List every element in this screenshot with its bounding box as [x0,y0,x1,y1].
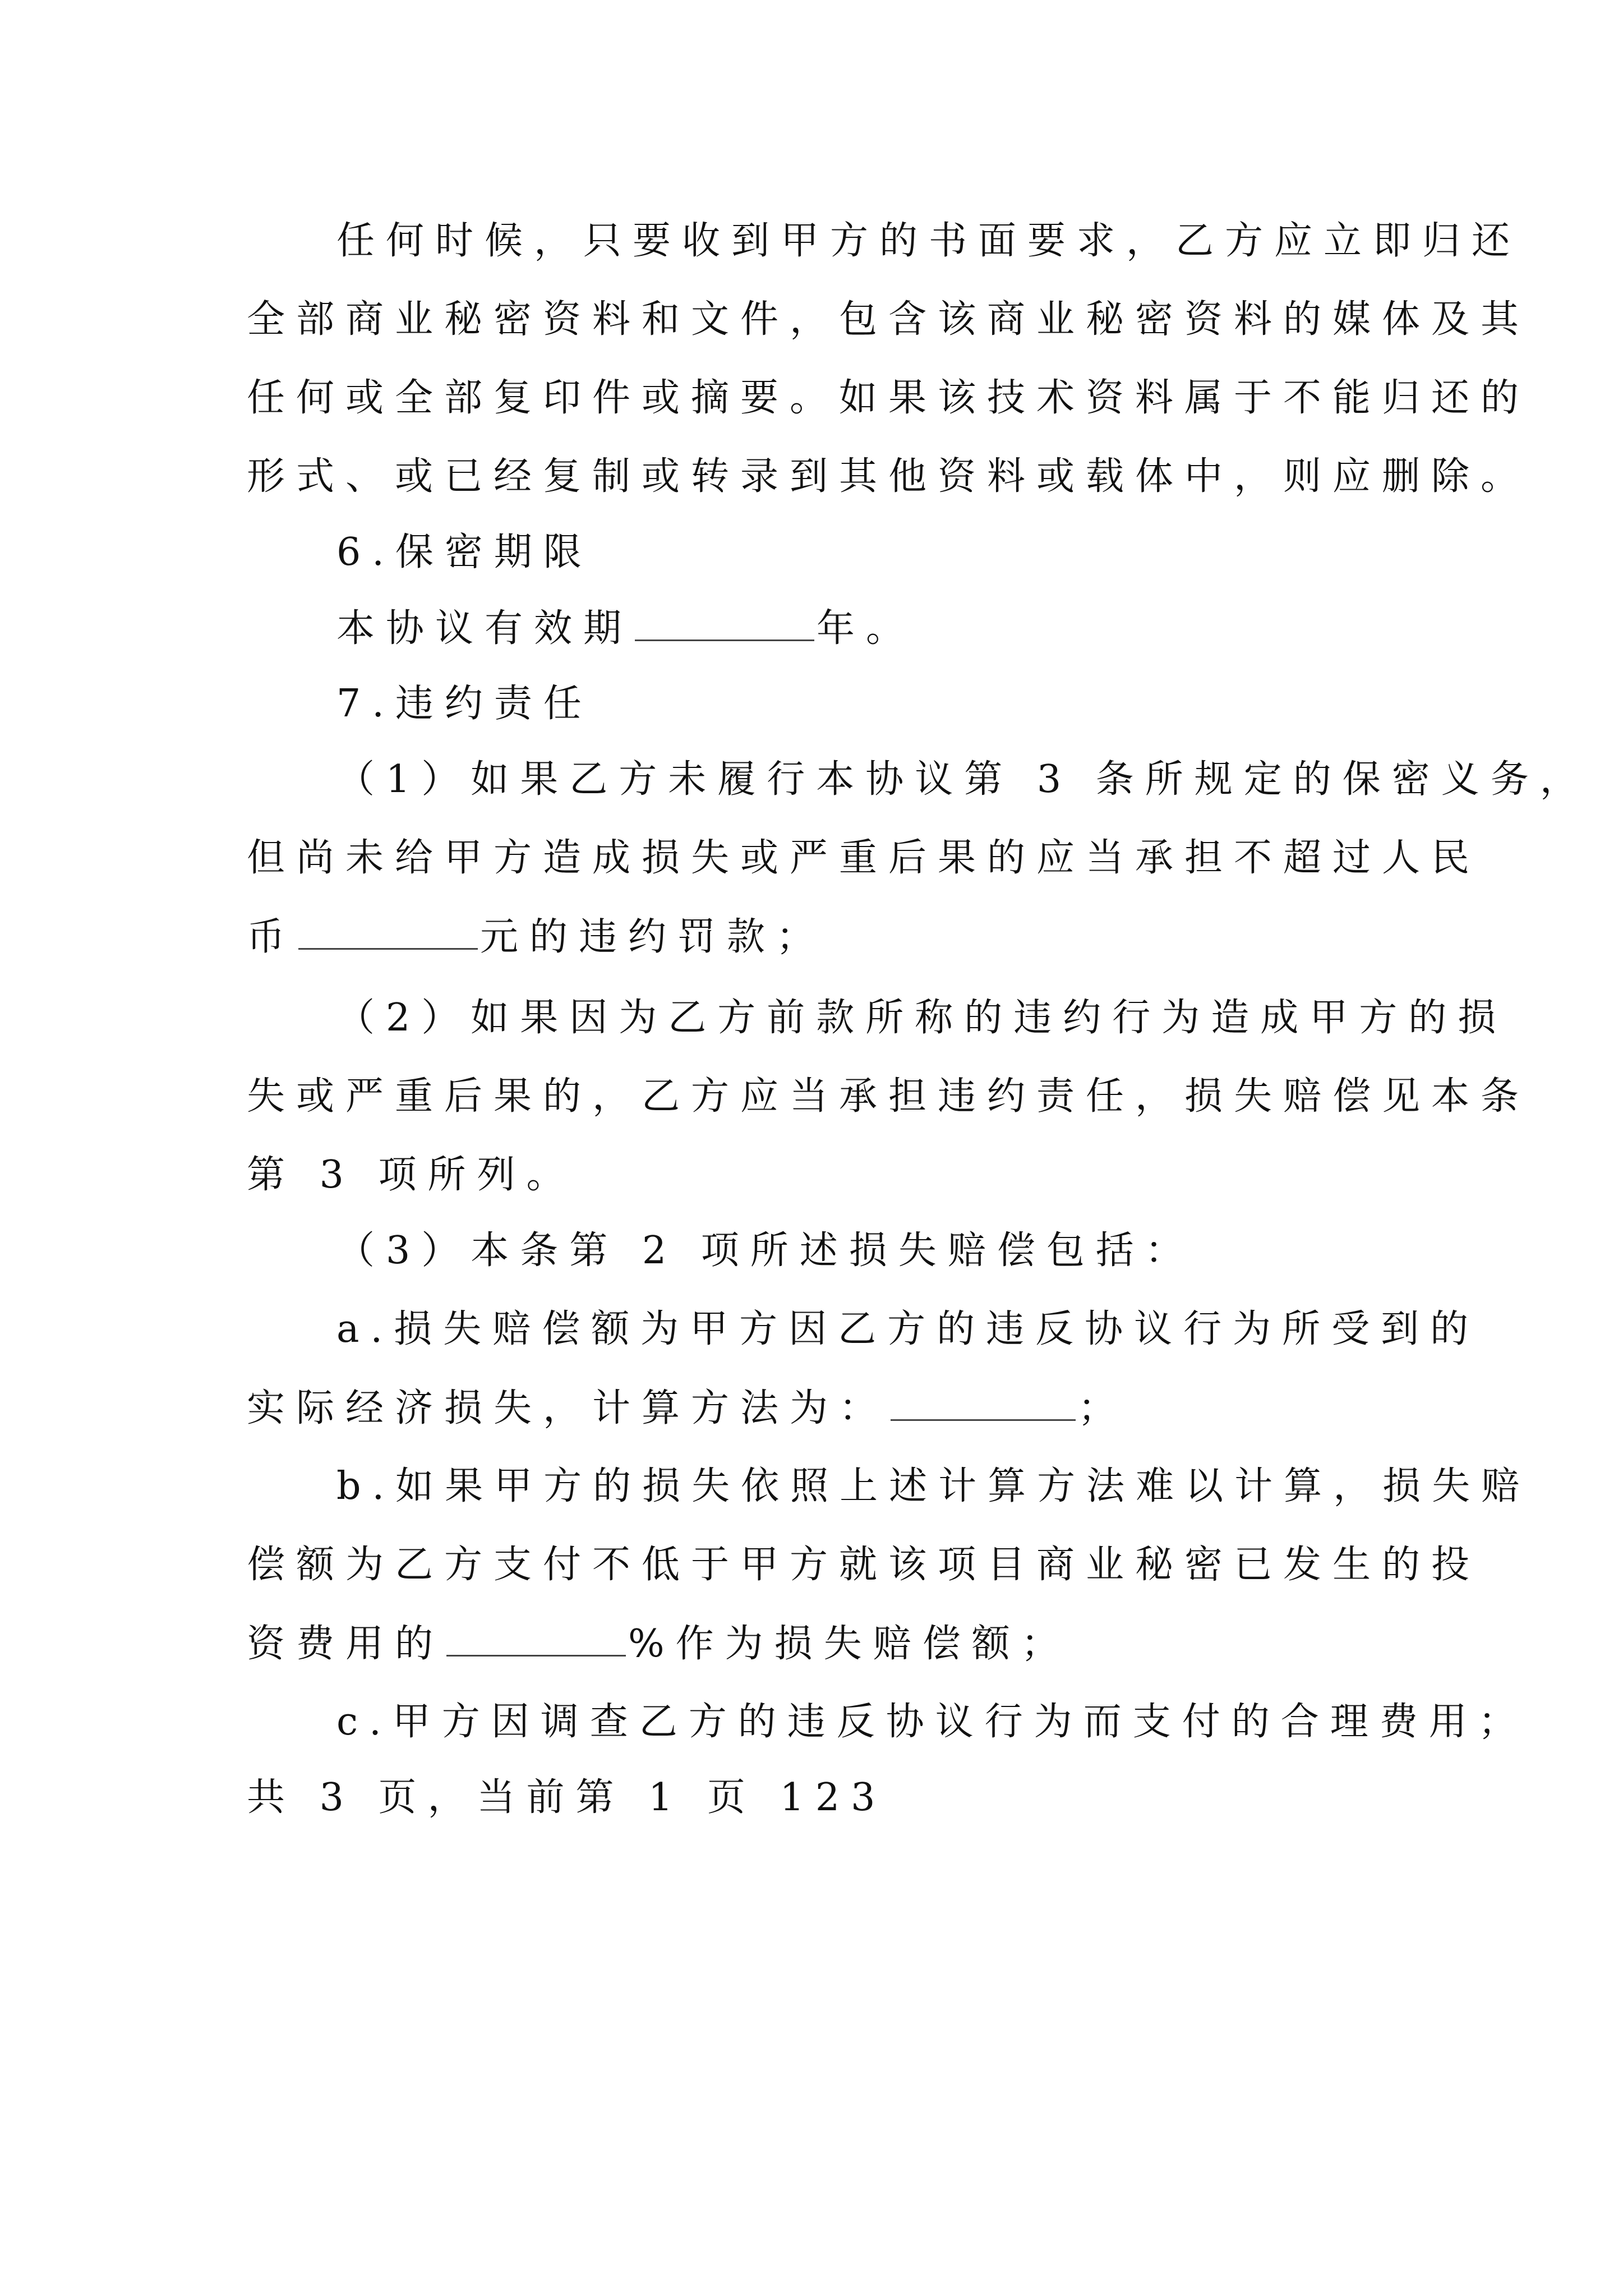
item-3-b-line-2: 偿额为乙方支付不低于甲方就该项目商业秘密已发生的投 [247,1543,1481,1587]
term-prefix: 本协议有效期 [336,606,633,651]
item-2-line-1: （2）如果因为乙方前款所称的违约行为造成甲方的损 [336,996,1507,1040]
item-1-line-2: 但尚未给甲方造成损失或严重后果的应当承担不超过人民 [247,836,1481,880]
item-3-b-line-3-suffix: %作为损失赔偿额； [628,1622,1071,1666]
calculation-method-blank [891,1386,1076,1421]
item-3-line-1: （3）本条第 2 项所述损失赔偿包括： [336,1228,1195,1273]
item-2-line-2: 失或严重后果的，乙方应当承担违约责任，损失赔偿见本条 [247,1074,1530,1119]
item-3-a-line-2-suffix: ； [1078,1386,1128,1430]
page-footer: 共 3 页，当前第 1 页 123 [247,1775,887,1820]
item-3-a-line-2 [247,1386,1424,1431]
penalty-amount-blank [298,914,478,950]
item-1-line-3-prefix: 币 [247,915,297,959]
percentage-blank [446,1621,626,1657]
item-3-b-line-3-prefix: 资费用的 [247,1622,445,1666]
paragraph-1-line-2: 全部商业秘密资料和文件，包含该商业秘密资料的媒体及其 [247,297,1530,342]
item-1-line-3-suffix: 元的违约罚款； [480,915,826,959]
paragraph-1-line-1: 任何时候，只要收到甲方的书面要求，乙方应立即归还 [336,219,1521,263]
item-1-line-1: （1）如果乙方未履行本协议第 3 条所规定的保密义务， [336,757,1589,802]
paragraph-1-line-4: 形式、或已经复制或转录到其他资料或载体中，则应删除。 [247,454,1530,499]
item-3-b-line-3 [247,1621,1424,1667]
section-6-heading: 6.保密期限 [336,530,593,574]
item-2-line-3: 第 3 项所列。 [247,1153,576,1197]
term-suffix: 年。 [817,606,916,651]
paragraph-1-line-3: 任何或全部复印件或摘要。如果该技术资料属于不能归还的 [247,376,1530,420]
section-6-term-line [336,606,1514,651]
item-3-b-line-1: b.如果甲方的损失依照上述计算方法难以计算，损失赔 [336,1464,1531,1508]
item-1-line-3 [247,914,1424,960]
item-3-c-line-1: c.甲方因调查乙方的违反协议行为而支付的合理费用； [336,1700,1528,1744]
term-years-blank [635,606,814,641]
item-3-a-line-2-prefix: 实际经济损失，计算方法为： [247,1386,889,1430]
item-3-a-line-1: a.损失赔偿额为甲方因乙方的违反协议行为所受到的 [336,1307,1480,1351]
section-7-heading: 7.违约责任 [336,682,593,726]
